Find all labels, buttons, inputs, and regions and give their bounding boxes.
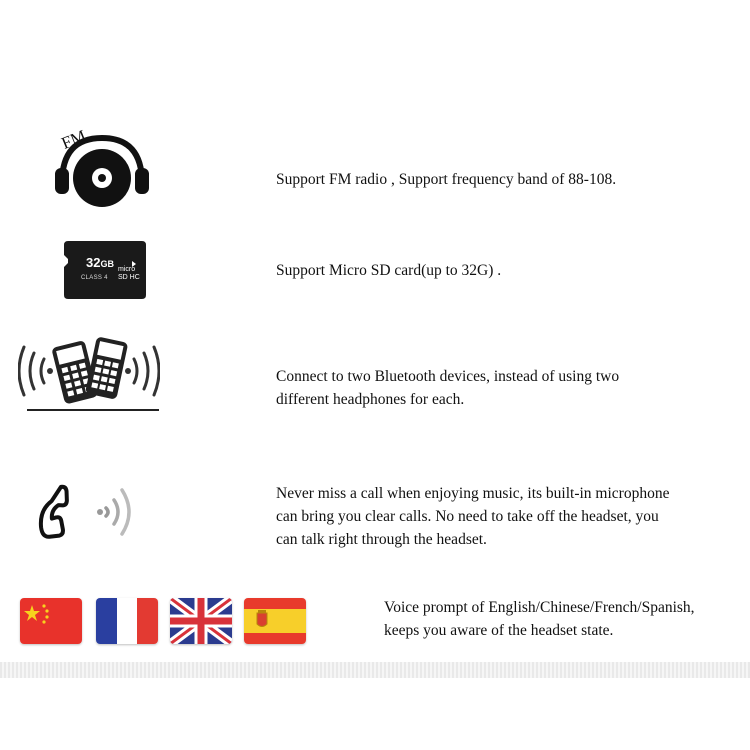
france-flag-icon [96, 598, 158, 644]
phone-call-icon [36, 476, 144, 546]
fm-radio-text: Support FM radio , Support frequency band of 88-108. [276, 171, 617, 188]
voice-prompt-text-line-2: keeps you aware of the headset state. [384, 622, 614, 639]
sd-card-brand: micro SD HC [118, 266, 140, 281]
sd-card-capacity: 32GB [86, 255, 114, 270]
micro-sd-text: Support Micro SD card(up to 32G) . [276, 262, 502, 279]
call-text-line-1: Never miss a call when enjoying music, its built-in microphone [276, 485, 670, 502]
voice-prompt-text-line-1: Voice prompt of English/Chinese/French/Spanish, [384, 599, 695, 616]
bluetooth-text-line-2: different headphones for each. [276, 391, 465, 408]
sd-card-class: CLASS 4 [81, 275, 108, 281]
divider-line [27, 409, 159, 411]
bluetooth-text-line-1: Connect to two Bluetooth devices, instead of using two [276, 368, 620, 385]
spain-flag-icon [244, 598, 306, 644]
fm-label: FM [58, 126, 89, 153]
china-flag-icon [20, 598, 82, 644]
uk-flag-icon [170, 598, 232, 644]
call-text-line-3: can talk right through the headset. [276, 531, 487, 548]
two-phones-bluetooth-icon [18, 335, 160, 407]
fm-radio-icon [52, 113, 152, 208]
call-text-line-2: can bring you clear calls. No need to take off the headset, you [276, 508, 659, 525]
bottom-separator-band [0, 662, 750, 678]
